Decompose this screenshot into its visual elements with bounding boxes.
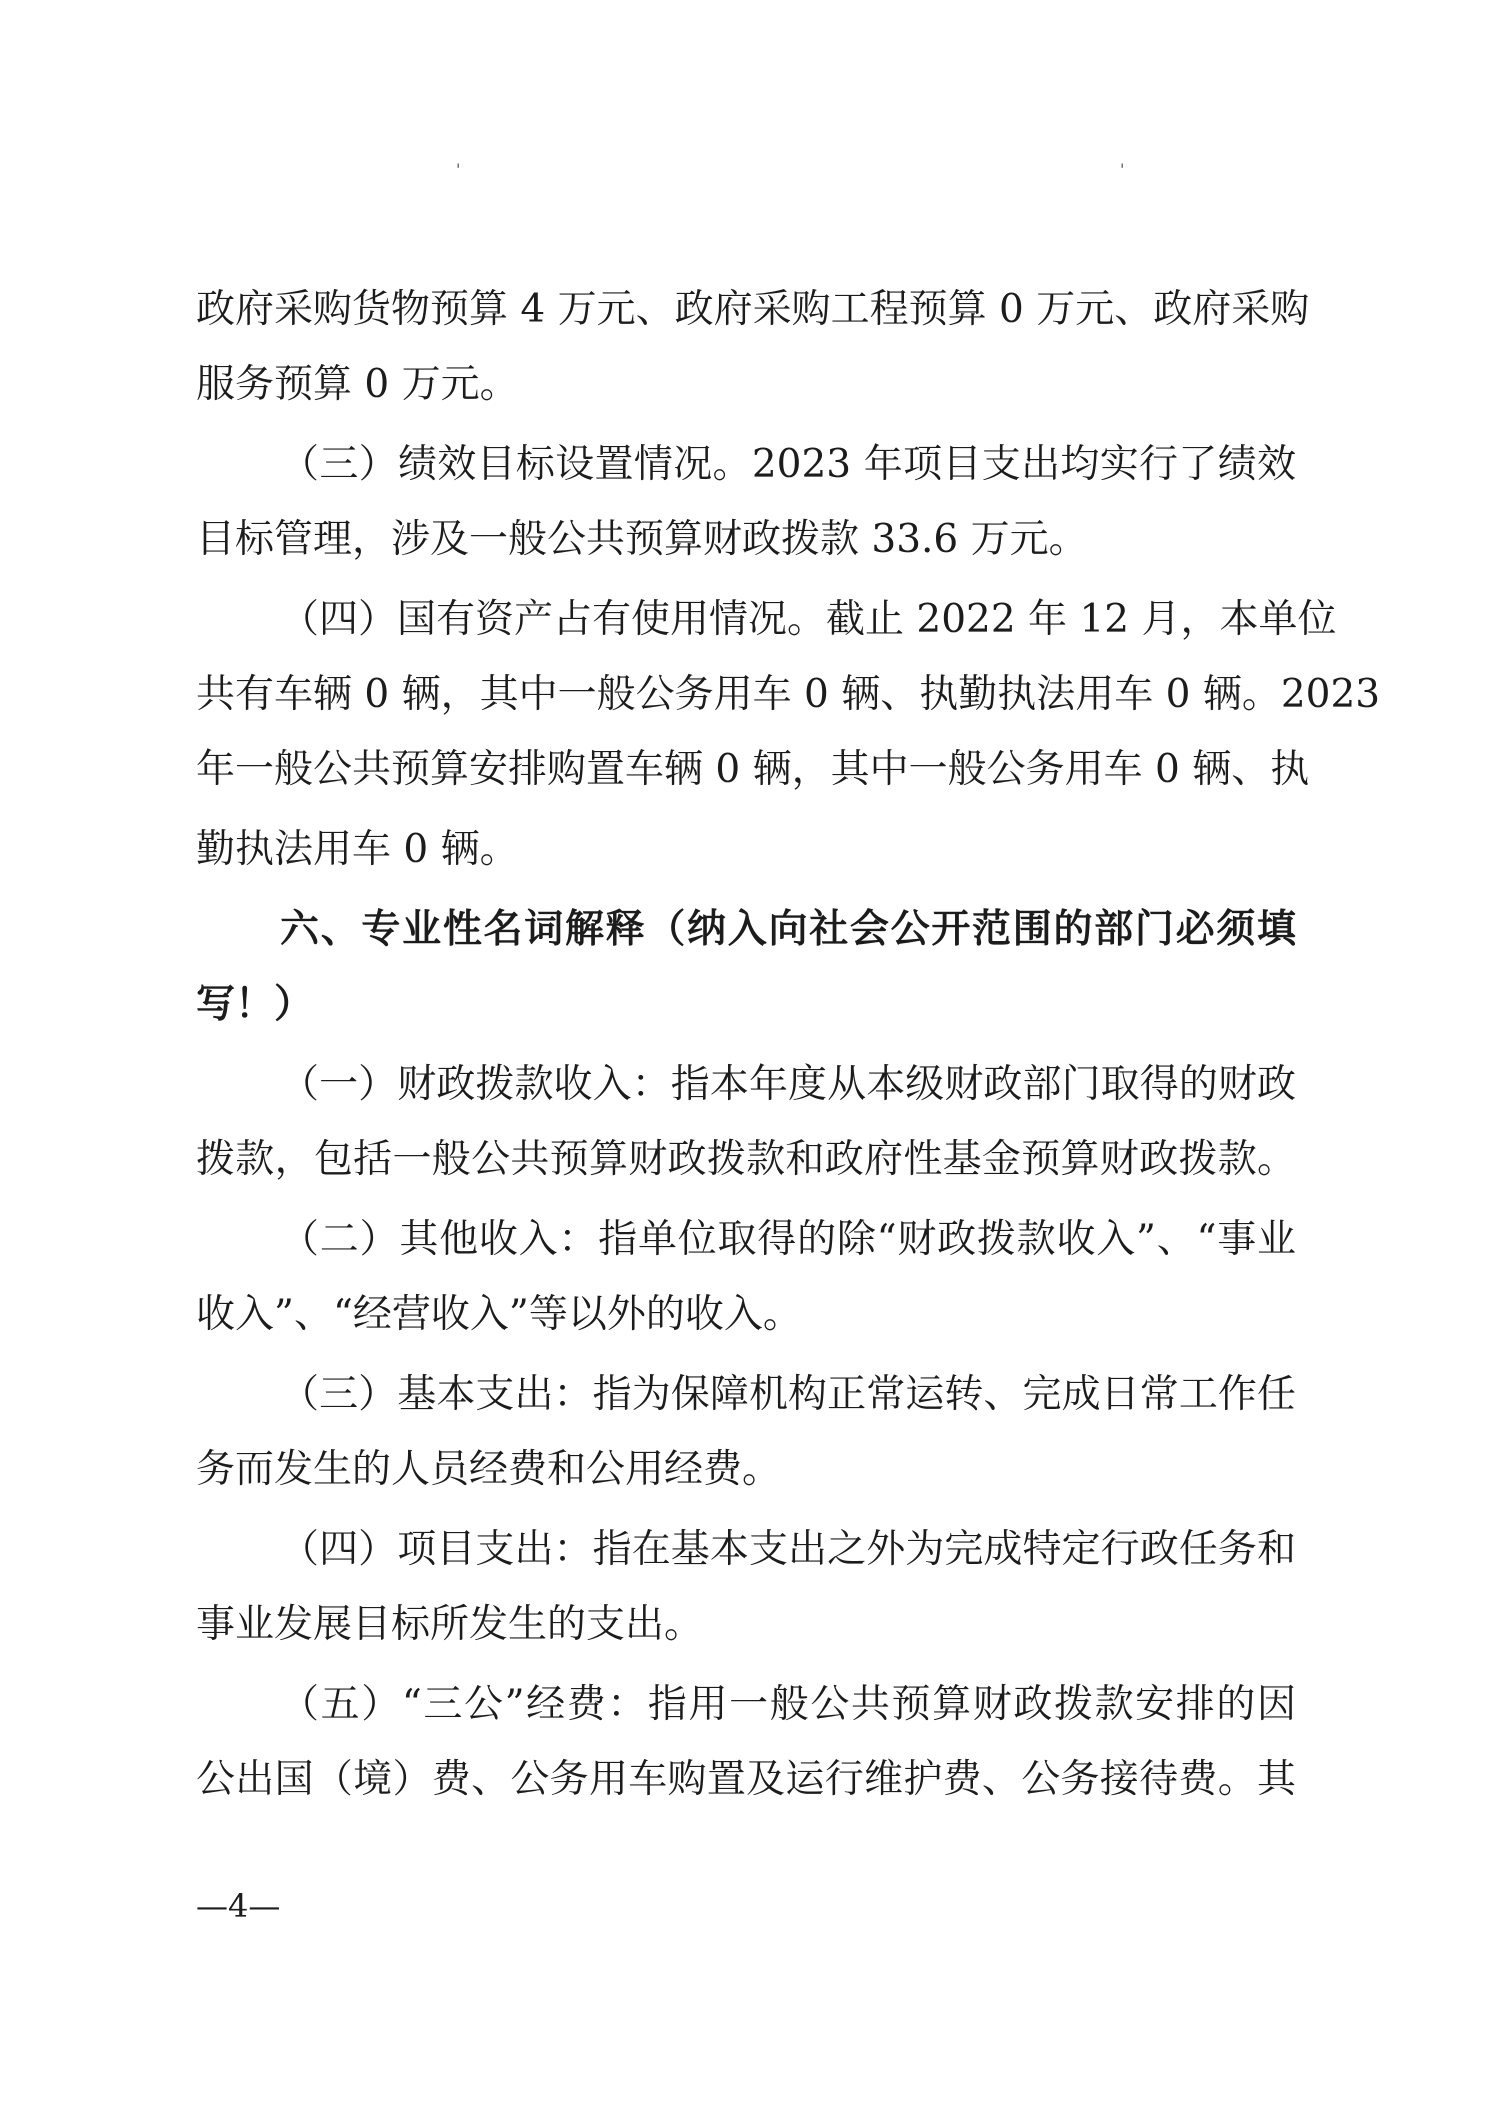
scan-mark: ' (1120, 160, 1125, 179)
paragraph-first-line: （二）其他收入：指单位取得的除“财政拨款收入”、“事业 (280, 1217, 1296, 1262)
paragraph-first-line: （四）项目支出：指在基本支出之外为完成特定行政任务和 (280, 1527, 1296, 1572)
section-heading-cont: 写！） (196, 982, 314, 1027)
text-line: 服务预算 0 万元。 (196, 362, 519, 407)
paragraph-first-line: （三）绩效目标设置情况。2023 年项目支出均实行了绩效 (280, 442, 1296, 487)
text-line: 收入”、“经营收入”等以外的收入。 (196, 1292, 802, 1337)
text-line: 拨款，包括一般公共预算财政拨款和政府性基金预算财政拨款。 (196, 1137, 1296, 1182)
text-line: 目标管理，涉及一般公共预算财政拨款 33.6 万元。 (196, 517, 1088, 562)
text-line: 共有车辆 0 辆，其中一般公务用车 0 辆、执勤执法用车 0 辆。2023 (196, 672, 1381, 717)
text-line: 公出国（境）费、公务用车购置及运行维护费、公务接待费。其 (196, 1757, 1296, 1802)
text-line: 年一般公共预算安排购置车辆 0 辆，其中一般公务用车 0 辆、执 (196, 747, 1310, 792)
scan-mark: ' (456, 160, 461, 179)
paragraph-first-line: （三）基本支出：指为保障机构正常运转、完成日常工作任 (280, 1372, 1296, 1417)
page-number: —4— (196, 1887, 281, 1925)
text-line: 政府采购货物预算 4 万元、政府采购工程预算 0 万元、政府采购 (196, 287, 1310, 332)
text-line: 事业发展目标所发生的支出。 (196, 1602, 704, 1647)
text-line: 勤执法用车 0 辆。 (196, 827, 519, 872)
paragraph-first-line: （四）国有资产占有使用情况。截止 2022 年 12 月，本单位 (280, 597, 1337, 642)
text-line: 务而发生的人员经费和公用经费。 (196, 1447, 782, 1492)
section-heading: 六、专业性名词解释（纳入向社会公开范围的部门必须填 (280, 907, 1296, 952)
paragraph-first-line: （五）“三公”经费：指用一般公共预算财政拨款安排的因 (280, 1682, 1296, 1727)
paragraph-first-line: （一）财政拨款收入：指本年度从本级财政部门取得的财政 (280, 1062, 1296, 1107)
